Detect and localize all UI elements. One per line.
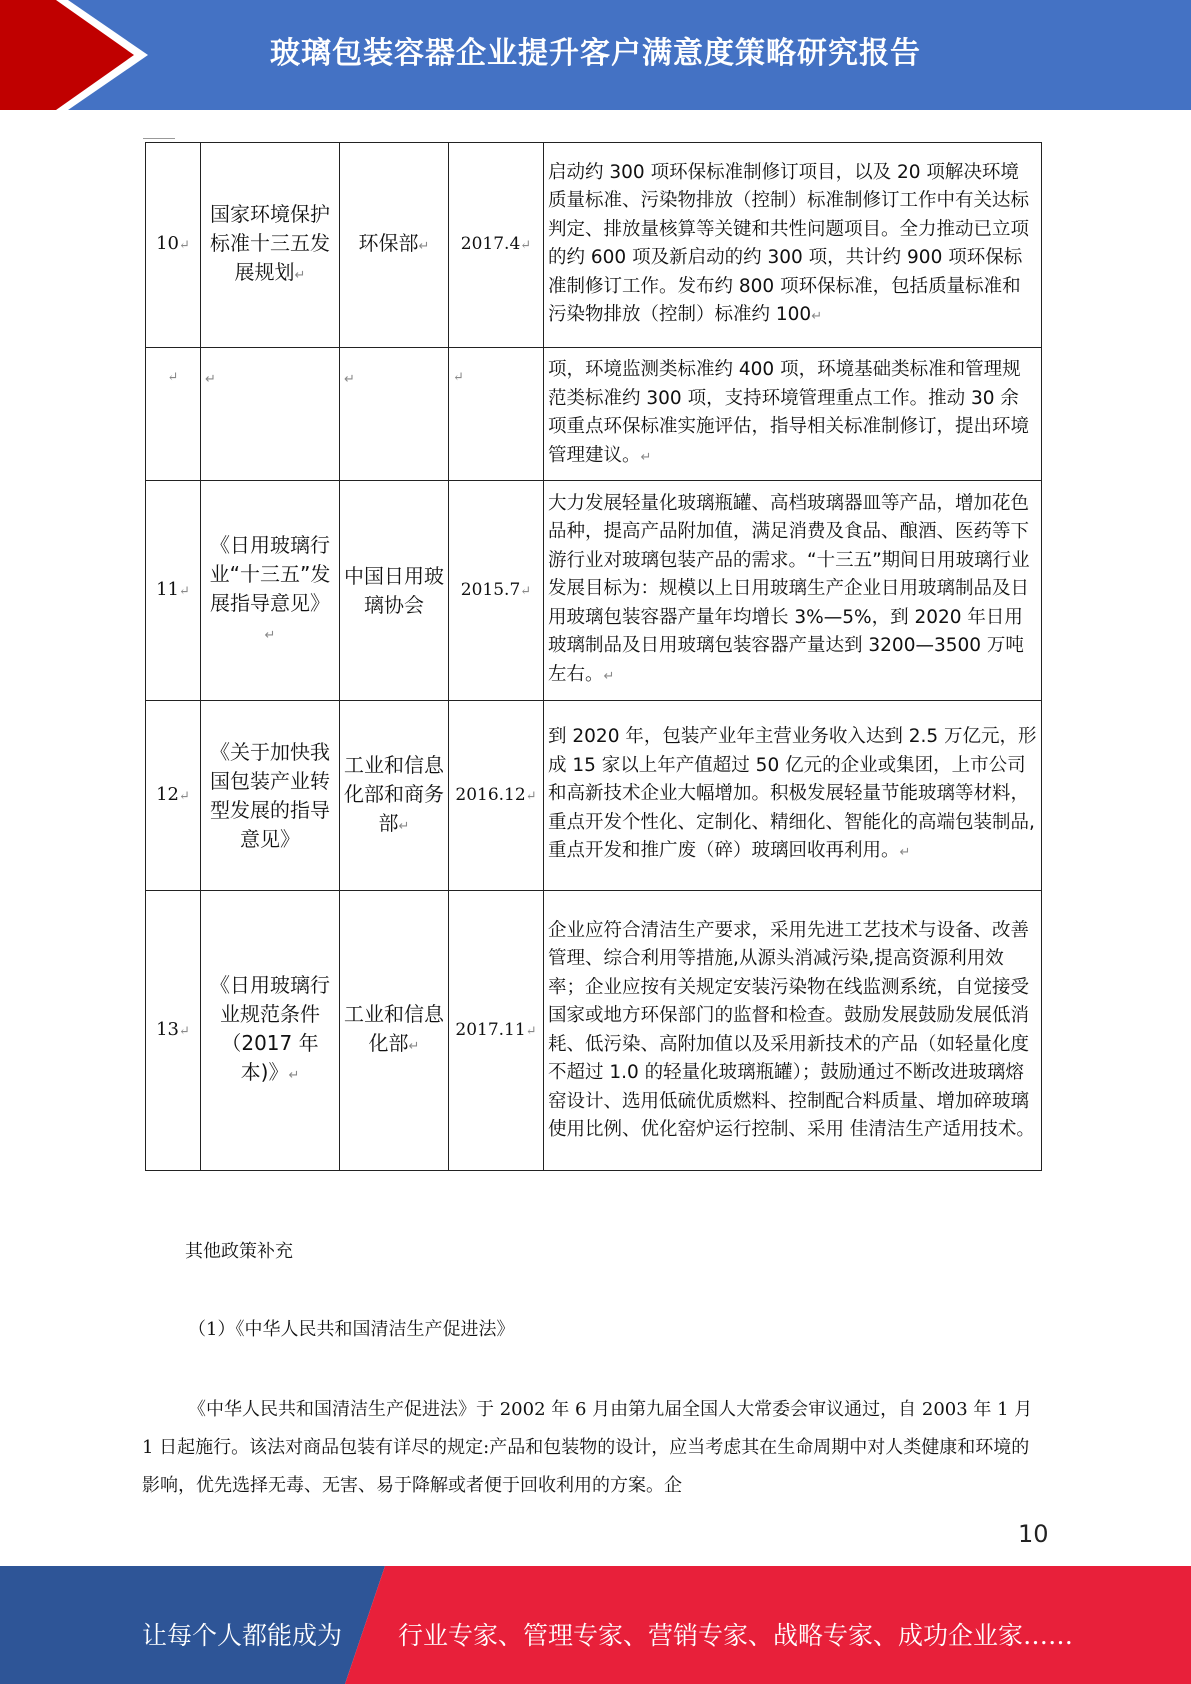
header-title: 玻璃包装容器企业提升客户满意度策略研究报告 xyxy=(270,36,921,71)
table-row xyxy=(146,891,1042,1171)
issuing-org: 环保部↵ xyxy=(340,143,449,348)
policy-name: 《日用玻璃行业“十三五”发展指导意见》↵ xyxy=(201,481,340,701)
issuing-org: ↵ xyxy=(340,348,449,481)
policy-name: ↵ xyxy=(201,348,340,481)
issue-date: 2017.11↵ xyxy=(449,891,544,1171)
issue-date: 2017.4↵ xyxy=(449,143,544,348)
policy-content: 到 2020 年，包装产业年主营业务收入达到 2.5 万亿元，形成 15 家以上年产值超过 50 亿元的企业或集团，上市公司和高新技术企业大幅增加。积极发展轻量节能玻璃等材料，重点开发个性化、定制化、精细化、智能化的高端包装制品,重点开发和推广废（碎）玻璃回收再利用。↵ xyxy=(544,701,1042,891)
row-number: ↵ xyxy=(146,348,201,481)
policy-content: 启动约 300 项环保标准制修订项目，以及 20 项解决环境质量标准、污染物排放（控制）标准制修订工作中有关达标判定、排放量核算等关键和共性问题项目。全力推动已立项的约 600 项及新启动的约 300 项，共计约 900 项环保标准制修订工作。发布约 800 项环保标准，包括质量标准和污染物排放（控制）标准约 100↵ xyxy=(544,143,1042,348)
section-subheading: （1）《中华人民共和国清洁生产促进法》 xyxy=(188,1319,515,1340)
issuing-org: 工业和信息化部和商务部↵ xyxy=(340,701,449,891)
footer-slogan-left: 让每个人都能成为 xyxy=(142,1621,343,1650)
row-number: 12↵ xyxy=(146,701,201,891)
page-number: 10 xyxy=(1018,1520,1049,1548)
table-row xyxy=(146,348,1042,481)
issue-date: 2015.7↵ xyxy=(449,481,544,701)
row-number: 11↵ xyxy=(146,481,201,701)
page-header xyxy=(0,0,1191,110)
policy-content: 企业应符合清洁生产要求，采用先进工艺技术与设备、改善管理、综合利用等措施,从源头消减污染,提高资源利用效率；企业应按有关规定安装污染物在线监测系统，自觉接受国家或地方环保部门的监督和检查。鼓励发展鼓励发展低消耗、低污染、高附加值以及采用新技术的产品（如轻量化度不超过 1.0 的轻量化玻璃瓶罐）；鼓励通过不断改进玻璃熔窑设计、选用低硫优质燃料、控制配合料质量、增加碎玻璃使用比例、优化窑炉运行控制、采用 佳清洁生产适用技术。 xyxy=(544,891,1042,1171)
row-number: 13↵ xyxy=(146,891,201,1171)
table-row xyxy=(146,701,1042,891)
divider xyxy=(143,138,175,139)
section-heading: 其他政策补充 xyxy=(185,1241,293,1262)
header-arrow-icon xyxy=(0,0,160,110)
page-footer xyxy=(0,1566,1191,1684)
policy-table xyxy=(145,142,1042,1171)
row-number: 10↵ xyxy=(146,143,201,348)
issuing-org: 工业和信息化部↵ xyxy=(340,891,449,1171)
policy-content: 项，环境监测类标准约 400 项，环境基础类标准和管理规范类标准约 300 项，支持环境管理重点工作。推动 30 余项重点环保标准实施评估，指导相关标准制修订，提出环境管理建议。↵ xyxy=(544,348,1042,481)
policy-name: 《关于加快我国包装产业转型发展的指导意见》 xyxy=(201,701,340,891)
table-row xyxy=(146,143,1042,348)
issue-date: 2016.12↵ xyxy=(449,701,544,891)
policy-name: 国家环境保护标准十三五发展规划↵ xyxy=(201,143,340,348)
table-row xyxy=(146,481,1042,701)
issuing-org: 中国日用玻璃协会 xyxy=(340,481,449,701)
issue-date: ↵ xyxy=(449,348,544,481)
policy-name: 《日用玻璃行业规范条件（2017 年本)》↵ xyxy=(201,891,340,1171)
footer-slogan-right: 行业专家、管理专家、营销专家、战略专家、成功企业家…… xyxy=(398,1621,1074,1650)
body-paragraph: 《中华人民共和国清洁生产促进法》于 2002 年 6 月由第九届全国人大常委会审议通过，自 2003 年 1 月 1 日起施行。该法对商品包装有详尽的规定:产品和包装物的设计，应当考虑其在生命周期中对人类健康和环境的影响，优先选择无毒、无害、易于降解或者便于回收利用的方案。企 xyxy=(142,1399,1033,1496)
policy-content: 大力发展轻量化玻璃瓶罐、高档玻璃器皿等产品，增加花色品种，提高产品附加值，满足消费及食品、酿酒、医药等下游行业对玻璃包装产品的需求。“十三五”期间日用玻璃行业发展目标为：规模以上日用玻璃生产企业日用玻璃制品及日用玻璃包装容器产量年均增长 3%—5%，到 2020 年日用玻璃制品及日用玻璃包装容器产量达到 3200—3500 万吨左右。↵ xyxy=(544,481,1042,701)
